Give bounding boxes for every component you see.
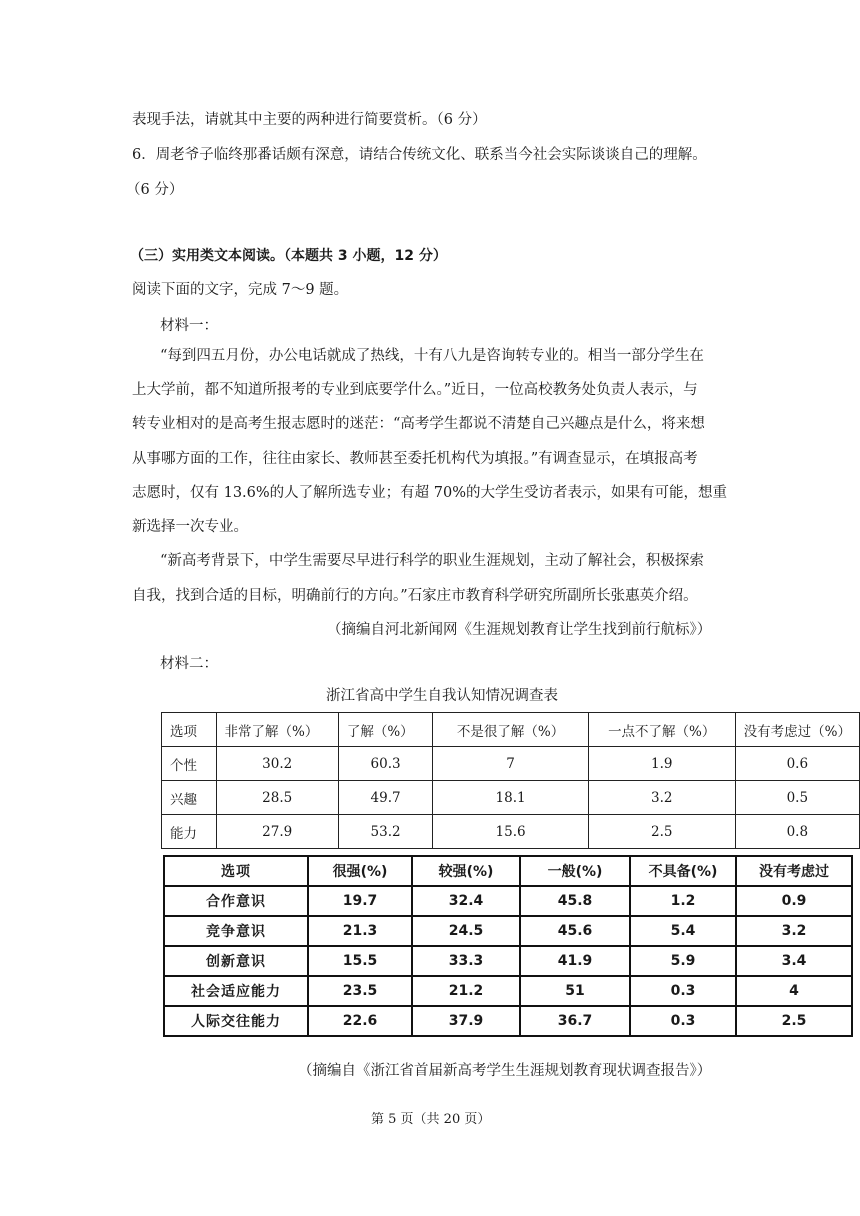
table-row [164,886,852,916]
table-cell: 45.8 [520,886,630,916]
table-cell: 兴趣 [162,781,217,815]
table-header-cell: 不具备(%) [630,856,736,886]
table-cell: 37.9 [412,1006,520,1036]
table-row [162,747,860,781]
table-row [162,781,860,815]
table-row [164,946,852,976]
material-1-title: 材料一： [160,318,218,334]
table-cell: 45.6 [520,916,630,946]
table-cell: 36.7 [520,1006,630,1036]
table-header-row [162,713,860,747]
table-cell: 7 [433,747,589,781]
table-cell: 33.3 [412,946,520,976]
table-cell: 人际交往能力 [164,1006,308,1036]
table-cell: 28.5 [216,781,338,815]
table-cell: 0.9 [736,886,852,916]
self-cognition-table [161,712,860,849]
table-cell: 0.3 [630,1006,736,1036]
table-header-cell: 没有考虑过（%） [735,713,859,747]
table-cell: 27.9 [216,815,338,849]
table-cell: 2.5 [736,1006,852,1036]
table-header-cell: 一点不了解（%） [588,713,735,747]
table-cell: 18.1 [433,781,589,815]
table-header-cell: 一般(%) [520,856,630,886]
table-cell: 24.5 [412,916,520,946]
paragraph-line: 转专业相对的是高考生报志愿时的迷茫：“高考学生都说不清楚自己兴趣点是什么，将来想 [132,416,705,432]
table-cell: 3.4 [736,946,852,976]
source-citation-2: （摘编自《浙江省首届新高考学生生涯规划教育现状调查报告》） [298,1063,712,1079]
page-footer: 第 5 页（共 20 页） [371,1112,491,1127]
table-header-cell: 了解（%） [338,713,432,747]
paragraph-line: “每到四五月份，办公电话就成了热线，十有八九是咨询转专业的。相当一部分学生在 [160,348,704,364]
table-cell: 4 [736,976,852,1006]
table-cell: 0.3 [630,976,736,1006]
table-cell: 5.4 [630,916,736,946]
table-cell: 21.3 [308,916,412,946]
paragraph-line: 从事哪方面的工作，往往由家长、教师甚至委托机构代为填报。”有调查显示，在填报高考 [132,451,698,467]
table-header-cell: 选项 [164,856,308,886]
table-cell: 49.7 [338,781,432,815]
table-cell: 41.9 [520,946,630,976]
table-cell: 53.2 [338,815,432,849]
table-cell: 21.2 [412,976,520,1006]
question-5-tail: 表现手法，请就其中主要的两种进行简要赏析。（6 分） [132,112,487,128]
table-row [164,1006,852,1036]
table-cell: 15.6 [433,815,589,849]
table-cell: 创新意识 [164,946,308,976]
table-row [164,916,852,946]
table-cell: 3.2 [588,781,735,815]
table-cell: 3.2 [736,916,852,946]
table-cell: 竞争意识 [164,916,308,946]
table-cell: 32.4 [412,886,520,916]
table-cell: 0.8 [735,815,859,849]
paragraph-line: “新高考背景下，中学生需要尽早进行科学的职业生涯规划，主动了解社会，积极探索 [160,553,704,569]
table-cell: 60.3 [338,747,432,781]
paragraph-line: 新选择一次专业。 [132,519,248,535]
table-header-cell: 较强(%) [412,856,520,886]
table-header-cell: 没有考虑过 [736,856,852,886]
table-header-cell: 很强(%) [308,856,412,886]
table-cell: 51 [520,976,630,1006]
table-cell: 2.5 [588,815,735,849]
table-cell: 1.9 [588,747,735,781]
table-cell: 19.7 [308,886,412,916]
table-cell: 23.5 [308,976,412,1006]
table-cell: 30.2 [216,747,338,781]
table-cell: 能力 [162,815,217,849]
table-cell: 个性 [162,747,217,781]
table-cell: 0.5 [735,781,859,815]
question-6-points: （6 分） [126,182,184,198]
table-cell: 1.2 [630,886,736,916]
instruction: 阅读下面的文字，完成 7～9 题。 [132,282,349,298]
table-cell: 15.5 [308,946,412,976]
table-header-cell: 非常了解（%） [216,713,338,747]
paragraph-line: 志愿时，仅有 13.6%的人了解所选专业；有超 70%的大学生受访者表示，如果有可能，想重 [132,485,728,501]
table-cell: 5.9 [630,946,736,976]
table-cell: 社会适应能力 [164,976,308,1006]
table-header-cell: 选项 [162,713,217,747]
table-header-row [164,856,852,886]
table-cell: 22.6 [308,1006,412,1036]
question-6: 6．周老爷子临终那番话颇有深意，请结合传统文化、联系当今社会实际谈谈自己的理解。 [132,147,707,163]
table-row [162,815,860,849]
table-header-cell: 不是很了解（%） [433,713,589,747]
ability-survey-table [163,855,853,1037]
table-1-title: 浙江省高中学生自我认知情况调查表 [326,688,558,704]
table-cell: 0.6 [735,747,859,781]
paragraph-line: 上大学前，都不知道所报考的专业到底要学什么。”近日，一位高校教务处负责人表示，与 [132,382,698,398]
source-citation-1: （摘编自河北新闻网《生涯规划教育让学生找到前行航标》） [327,622,712,638]
table-cell: 合作意识 [164,886,308,916]
material-2-title: 材料二： [160,656,218,672]
section-heading: （三）实用类文本阅读。（本题共 3 小题，12 分） [130,248,447,264]
paragraph-line: 自我，找到合适的目标，明确前行的方向。”石家庄市教育科学研究所副所长张惠英介绍。 [132,588,698,604]
table-row [164,976,852,1006]
